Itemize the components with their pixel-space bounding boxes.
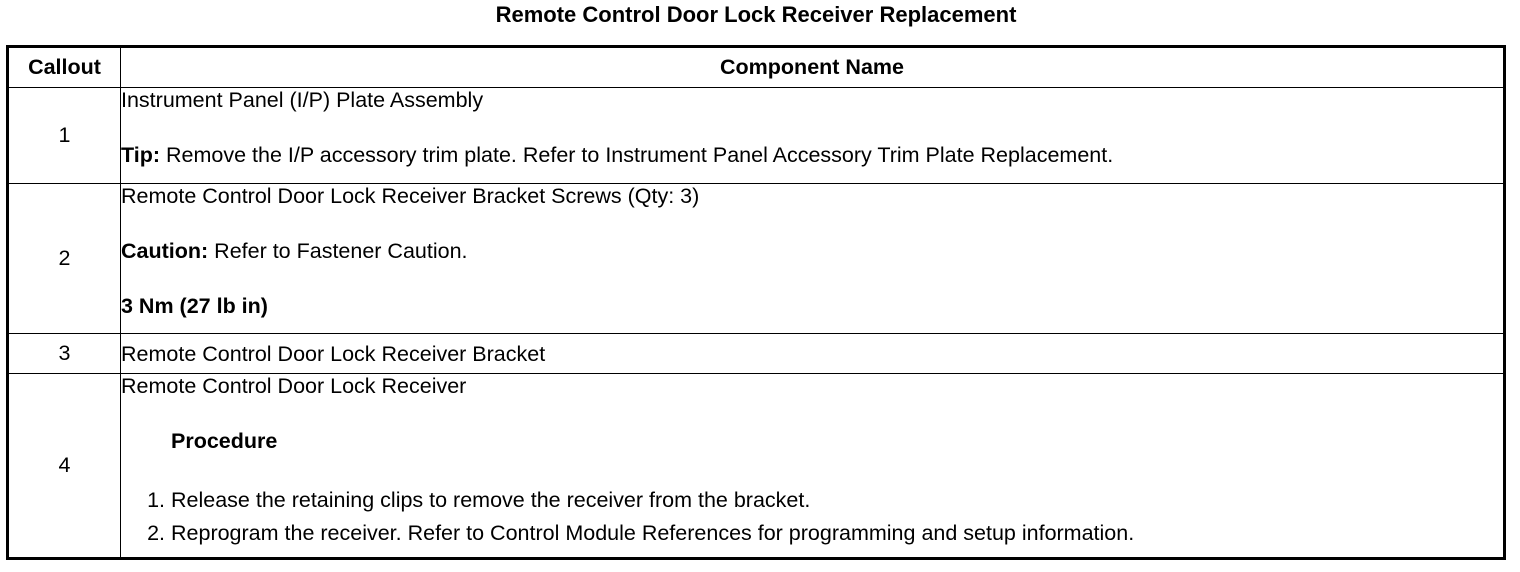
header-callout: Callout bbox=[8, 47, 121, 88]
tip-label: Tip: bbox=[121, 143, 161, 167]
callout-number: 2 bbox=[8, 184, 121, 334]
table-row bbox=[8, 88, 1505, 184]
header-component-name: Component Name bbox=[121, 47, 1505, 88]
table-row bbox=[8, 334, 1505, 374]
callout-number: 3 bbox=[8, 334, 121, 374]
component-cell bbox=[121, 374, 1505, 559]
page-title: Remote Control Door Lock Receiver Replacement bbox=[495, 2, 1017, 27]
component-name: Instrument Panel (I/P) Plate Assembly bbox=[121, 88, 484, 112]
component-name: Remote Control Door Lock Receiver bbox=[121, 374, 467, 398]
components-table bbox=[6, 45, 1506, 560]
table-header-row bbox=[8, 47, 1505, 88]
component-cell bbox=[121, 184, 1505, 334]
component-name: Remote Control Door Lock Receiver Bracket Screws (Qty: 3) bbox=[121, 184, 700, 208]
tip-text: Remove the I/P accessory trim plate. Refer to Instrument Panel Accessory Trim Plate Replacement. bbox=[160, 143, 1114, 167]
caution-note bbox=[121, 239, 1503, 263]
table-row bbox=[8, 374, 1505, 559]
callout-number: 1 bbox=[8, 88, 121, 184]
procedure-heading: Procedure bbox=[171, 429, 278, 453]
procedure-steps bbox=[121, 484, 1503, 550]
component-cell bbox=[121, 88, 1505, 184]
torque-spec: 3 Nm (27 lb in) bbox=[121, 294, 268, 318]
caution-label: Caution: bbox=[121, 239, 209, 263]
table-row bbox=[8, 184, 1505, 334]
procedure-step: 2. Reprogram the receiver. Refer to Control Module References for programming and setup information. bbox=[171, 517, 1503, 550]
component-name: Remote Control Door Lock Receiver Bracket bbox=[121, 341, 546, 366]
caution-text: Refer to Fastener Caution. bbox=[208, 239, 468, 263]
component-cell bbox=[121, 334, 1505, 374]
tip-note bbox=[121, 143, 1503, 167]
procedure-step: 1. Release the retaining clips to remove the receiver from the bracket. bbox=[171, 484, 1503, 517]
callout-number: 4 bbox=[8, 374, 121, 559]
